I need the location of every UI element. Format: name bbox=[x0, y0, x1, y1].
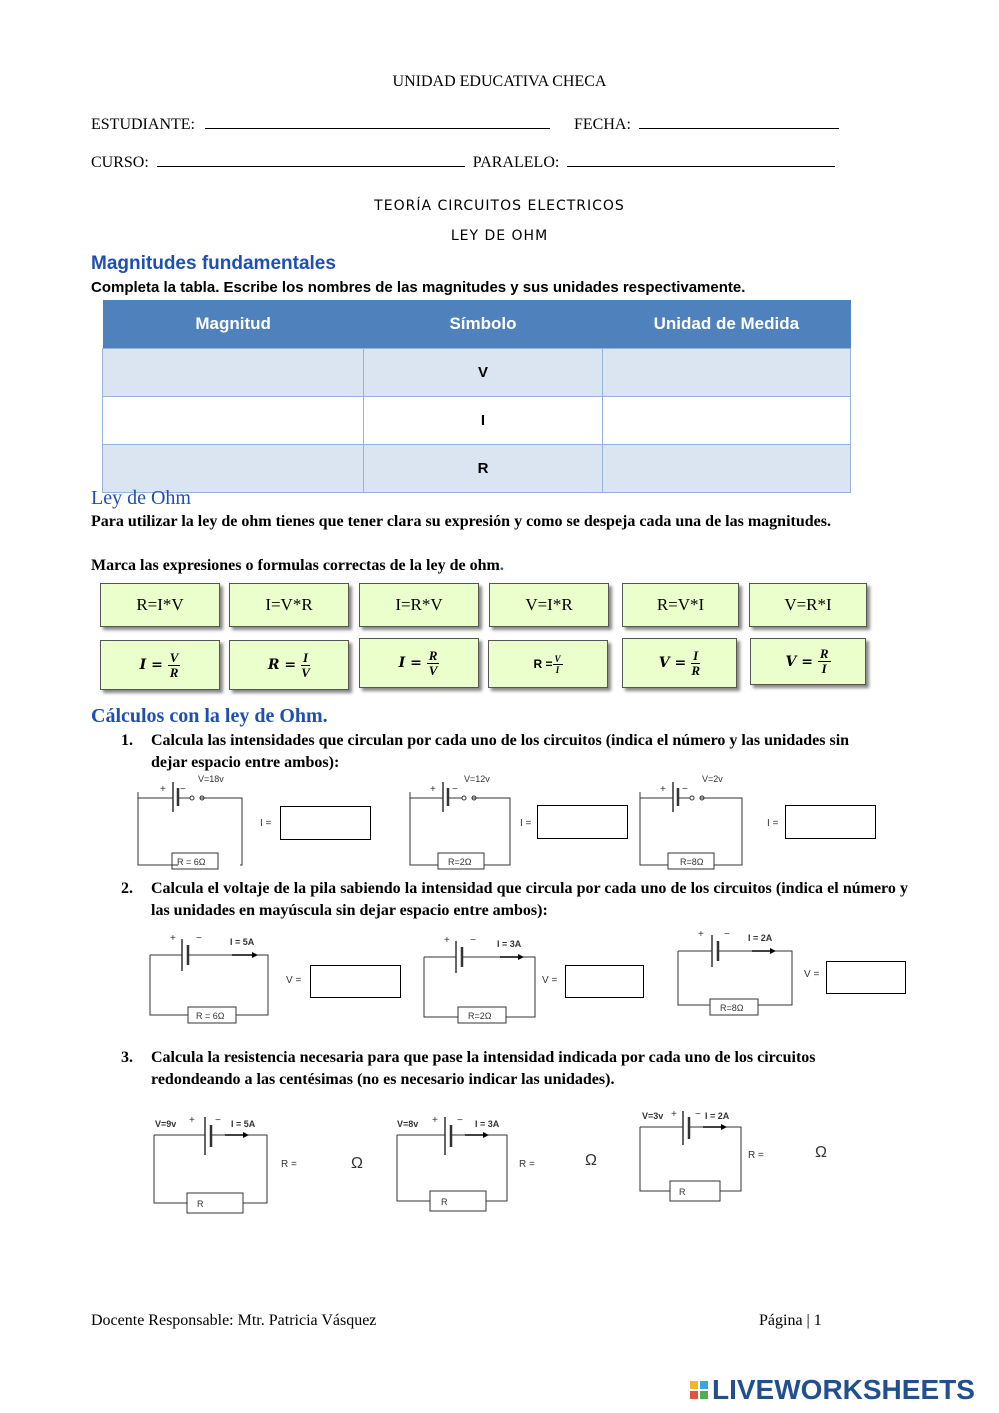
svg-text:+: + bbox=[432, 1115, 438, 1126]
q1-c2-answer-label: I = bbox=[520, 818, 532, 829]
q3-c2-resistor: R bbox=[441, 1197, 448, 1207]
course-row bbox=[91, 152, 851, 172]
svg-text:−: − bbox=[457, 1115, 463, 1126]
q1-c3-answer-label: I = bbox=[767, 818, 779, 829]
q3-circuits bbox=[145, 1105, 865, 1220]
school-name: UNIDAD EDUCATIVA CHECA bbox=[392, 73, 607, 90]
q3-c1-resistor: R bbox=[197, 1199, 204, 1209]
q3-c2-answer-label: R = bbox=[519, 1159, 535, 1170]
q1-c3-resistance: R=8Ω bbox=[680, 857, 704, 867]
option-r-iv[interactable]: R=I*V bbox=[100, 583, 220, 627]
svg-text:+: + bbox=[189, 1115, 195, 1126]
q2-answer-2[interactable] bbox=[565, 965, 644, 998]
frac-lhs: I bbox=[139, 657, 147, 673]
option-r-v-over-i[interactable]: R = $\frac{V}{I}$ bbox=[488, 640, 608, 688]
ohm-instruction-dot: . bbox=[499, 557, 504, 574]
symbol-cell: I bbox=[364, 397, 602, 445]
student-label: ESTUDIANTE: bbox=[91, 116, 195, 133]
q3-c1-current: I = 5A bbox=[231, 1119, 256, 1129]
symbol-cell: R bbox=[364, 445, 602, 493]
q3-c2-current: I = 3A bbox=[475, 1119, 500, 1129]
svg-text:+: + bbox=[160, 784, 166, 795]
q1-answer-1[interactable] bbox=[280, 806, 371, 840]
option-r-i-over-v[interactable]: R = $\frac{I}{V}$ bbox=[229, 640, 349, 690]
date-label: FECHA: bbox=[573, 116, 631, 133]
q2-c3-resistance: R=8Ω bbox=[720, 1003, 744, 1013]
q3-number: 3. bbox=[121, 1049, 133, 1066]
q1-c3-voltage: V=2v bbox=[702, 774, 723, 784]
q3-c1-answer-label: R = bbox=[281, 1159, 297, 1170]
q3-answer-1[interactable] bbox=[298, 1152, 342, 1174]
option-i-vr[interactable]: I=V*R bbox=[229, 583, 349, 627]
q1-text: Calcula las intensidades que circulan por cada uno de los circuitos (indica el número y las unidades sin dejar espacio entre ambos): bbox=[151, 732, 850, 771]
footer-page: Página | 1 bbox=[759, 1312, 822, 1329]
svg-text:+: + bbox=[444, 935, 450, 946]
option-i-r-over-v[interactable]: I = $\frac{R}{V}$ bbox=[359, 638, 479, 688]
q3-c1-unit: Ω bbox=[351, 1155, 363, 1172]
q1-c1-resistance: R = 6Ω bbox=[177, 857, 206, 867]
fraction: $\frac{I}{R}$ bbox=[691, 647, 700, 678]
heading-ley-ohm: Ley de Ohm bbox=[91, 487, 191, 509]
q1-c1-voltage: V=18v bbox=[198, 774, 224, 784]
q3-c2-voltage: V=8v bbox=[397, 1119, 419, 1129]
course-label: CURSO: bbox=[91, 154, 149, 171]
q2-number: 2. bbox=[121, 880, 133, 897]
q1-c2-voltage: V=12v bbox=[464, 774, 490, 784]
student-field[interactable] bbox=[205, 114, 550, 129]
q3-c3-current: I = 2A bbox=[705, 1111, 730, 1121]
q3-c1-voltage: V=9v bbox=[155, 1119, 177, 1129]
fraction: $\frac{I}{V}$ bbox=[301, 649, 310, 680]
svg-text:−: − bbox=[180, 784, 186, 795]
q3-text: Calcula la resistencia necesaria para que pase la intensidad indicada por cada uno de los circuitos redondeando a las centésimas (no es necesario indicar las unidades). bbox=[151, 1049, 816, 1088]
q3-c3-voltage: V=3v bbox=[642, 1111, 664, 1121]
ohm-intro: Para utilizar la ley de ohm tienes que tener clara su expresión y como se despeja cada una de las magnitudes. bbox=[91, 513, 831, 530]
option-i-rv[interactable]: I=R*V bbox=[359, 583, 479, 627]
magnitudes-table bbox=[102, 300, 851, 493]
option-r-vi[interactable]: R=V*I bbox=[622, 583, 739, 627]
option-v-ri[interactable]: V=R*I bbox=[749, 583, 867, 627]
fraction: $\frac{R}{V}$ bbox=[428, 647, 438, 678]
q1-answer-3[interactable] bbox=[785, 805, 876, 839]
col-unidad: Unidad de Medida bbox=[602, 300, 850, 349]
svg-text:−: − bbox=[215, 1115, 221, 1126]
q1-c1-answer-label: I = bbox=[260, 818, 272, 829]
q1-answer-2[interactable] bbox=[537, 805, 628, 839]
q3-answer-3[interactable] bbox=[765, 1143, 809, 1165]
svg-text:−: − bbox=[196, 933, 202, 944]
unit-cell-r[interactable] bbox=[602, 445, 850, 493]
logo-text: LIVEWORKSHEETS bbox=[712, 1374, 975, 1405]
q3-c3-unit: Ω bbox=[815, 1144, 827, 1161]
q2-c3-answer-label: V = bbox=[804, 969, 820, 980]
svg-text:+: + bbox=[430, 784, 436, 795]
frac-lhs: V bbox=[785, 653, 797, 670]
heading-magnitudes: Magnitudes fundamentales bbox=[91, 253, 336, 274]
ohm-instruction-text: Marca las expresiones o formulas correctas de la ley de ohm bbox=[91, 557, 500, 574]
q2-circuits bbox=[140, 925, 930, 1030]
svg-text:−: − bbox=[724, 929, 730, 940]
frac-lhs: V bbox=[658, 655, 670, 671]
table-instruction: Completa la tabla. Escribe los nombres de las magnitudes y sus unidades respectivamente. bbox=[91, 279, 746, 296]
frac-lhs: R bbox=[533, 657, 543, 671]
q3-c3-resistor: R bbox=[679, 1187, 686, 1197]
q2-text: Calcula el voltaje de la pila sabiendo la intensidad que circula por cada uno de los circuitos (indica el número y las unidades en mayúscula sin dejar espacio entre ambos): bbox=[151, 880, 908, 919]
option-v-i-over-r[interactable]: V = $\frac{I}{R}$ bbox=[622, 638, 737, 688]
svg-text:−: − bbox=[682, 784, 688, 795]
table-row bbox=[103, 349, 851, 397]
frac-lhs: I bbox=[398, 655, 406, 671]
parallel-label: PARALELO: bbox=[472, 154, 560, 171]
svg-text:+: + bbox=[170, 933, 176, 944]
liveworksheets-logo bbox=[690, 1374, 975, 1406]
q2-answer-3[interactable] bbox=[826, 961, 906, 994]
q2-c1-current: I = 5A bbox=[230, 937, 255, 947]
heading-calculos: Cálculos con la ley de Ohm. bbox=[91, 705, 328, 727]
unit-cell-i[interactable] bbox=[602, 397, 850, 445]
footer-teacher: Docente Responsable: Mtr. Patricia Vásquez bbox=[91, 1312, 377, 1329]
option-v-ir[interactable]: V=I*R bbox=[489, 583, 609, 627]
svg-text:−: − bbox=[452, 784, 458, 795]
parallel-field[interactable] bbox=[567, 152, 835, 167]
svg-text:−: − bbox=[695, 1109, 701, 1120]
fraction: $\frac{V}{I}$ bbox=[554, 653, 561, 675]
title-theory: TEORÍA CIRCUITOS ELECTRICOS bbox=[374, 198, 625, 214]
table-row bbox=[103, 445, 851, 493]
logo-grid-icon bbox=[690, 1381, 708, 1399]
svg-text:+: + bbox=[698, 929, 704, 940]
q1-c2-resistance: R=2Ω bbox=[448, 857, 472, 867]
title-ohm: LEY DE OHM bbox=[450, 228, 549, 244]
q3-c2-unit: Ω bbox=[585, 1152, 597, 1169]
symbol-cell: V bbox=[364, 349, 602, 397]
magnitud-cell-i[interactable] bbox=[103, 397, 364, 445]
fraction: $\frac{R}{I}$ bbox=[819, 646, 829, 676]
table-row bbox=[103, 397, 851, 445]
svg-text:+: + bbox=[671, 1109, 677, 1120]
q2-c1-answer-label: V = bbox=[286, 975, 302, 986]
q3-c3-answer-label: R = bbox=[748, 1150, 764, 1161]
svg-text:−: − bbox=[470, 935, 476, 946]
q2-c2-resistance: R=2Ω bbox=[468, 1011, 492, 1021]
svg-text:+: + bbox=[660, 784, 666, 795]
q3-answer-2[interactable] bbox=[536, 1150, 580, 1172]
frac-lhs: R bbox=[267, 657, 280, 673]
magnitud-cell-v[interactable] bbox=[103, 349, 364, 397]
q2-c1-resistance: R = 6Ω bbox=[196, 1011, 225, 1021]
ohm-instruction bbox=[91, 557, 504, 575]
course-field[interactable] bbox=[157, 152, 465, 167]
magnitud-cell-r[interactable] bbox=[103, 445, 364, 493]
q2-c2-current: I = 3A bbox=[497, 939, 522, 949]
q2-answer-1[interactable] bbox=[310, 965, 401, 998]
fraction: $\frac{V}{R}$ bbox=[169, 649, 179, 680]
col-simbolo: Símbolo bbox=[364, 300, 602, 349]
q2-c2-answer-label: V = bbox=[542, 975, 558, 986]
option-v-r-over-i[interactable]: V = $\frac{R}{I}$ bbox=[750, 638, 866, 685]
date-field[interactable] bbox=[639, 114, 839, 129]
option-i-v-over-r[interactable]: I = $\frac{V}{R}$ bbox=[100, 640, 220, 690]
col-magnitud: Magnitud bbox=[103, 300, 364, 349]
q2-c3-current: I = 2A bbox=[748, 933, 773, 943]
q1-number: 1. bbox=[121, 732, 133, 749]
student-row bbox=[91, 114, 851, 134]
unit-cell-v[interactable] bbox=[602, 349, 850, 397]
